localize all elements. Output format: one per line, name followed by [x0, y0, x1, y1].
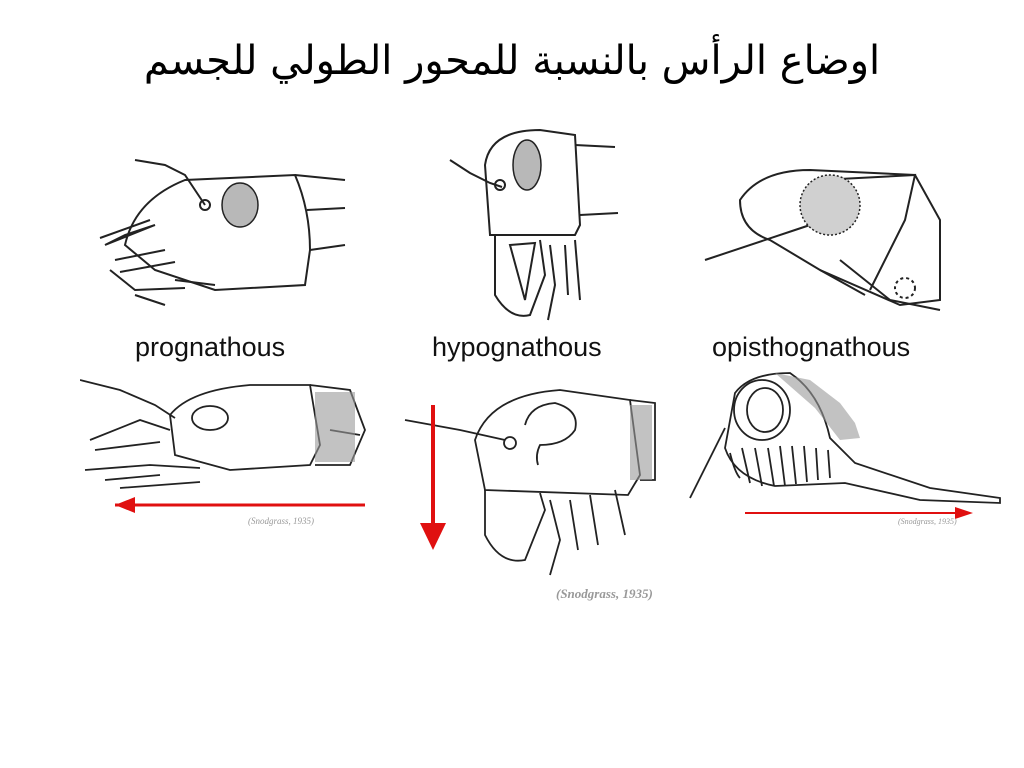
citation-left: (Snodgrass, 1935) — [248, 516, 315, 526]
prognathous-head-drawing — [95, 150, 350, 310]
prognathous-label: prognathous — [135, 332, 286, 362]
opisthognathous-head-drawing — [700, 160, 950, 325]
hypognathous-label: hypognathous — [432, 332, 602, 362]
slide-title: اوضاع الرأس بالنسبة للمحور الطولي للجسم — [143, 38, 881, 84]
citation-right: (Snodgrass, 1935) — [898, 517, 957, 526]
opisthognathous-label: opisthognathous — [712, 332, 911, 362]
prognathous-detail-drawing — [80, 370, 380, 530]
hypognathous-detail-drawing — [400, 385, 660, 585]
opisthognathous-detail-drawing — [680, 368, 1010, 528]
citation-center: (Snodgrass, 1935) — [556, 586, 653, 601]
hypognathous-head-drawing — [440, 125, 620, 330]
